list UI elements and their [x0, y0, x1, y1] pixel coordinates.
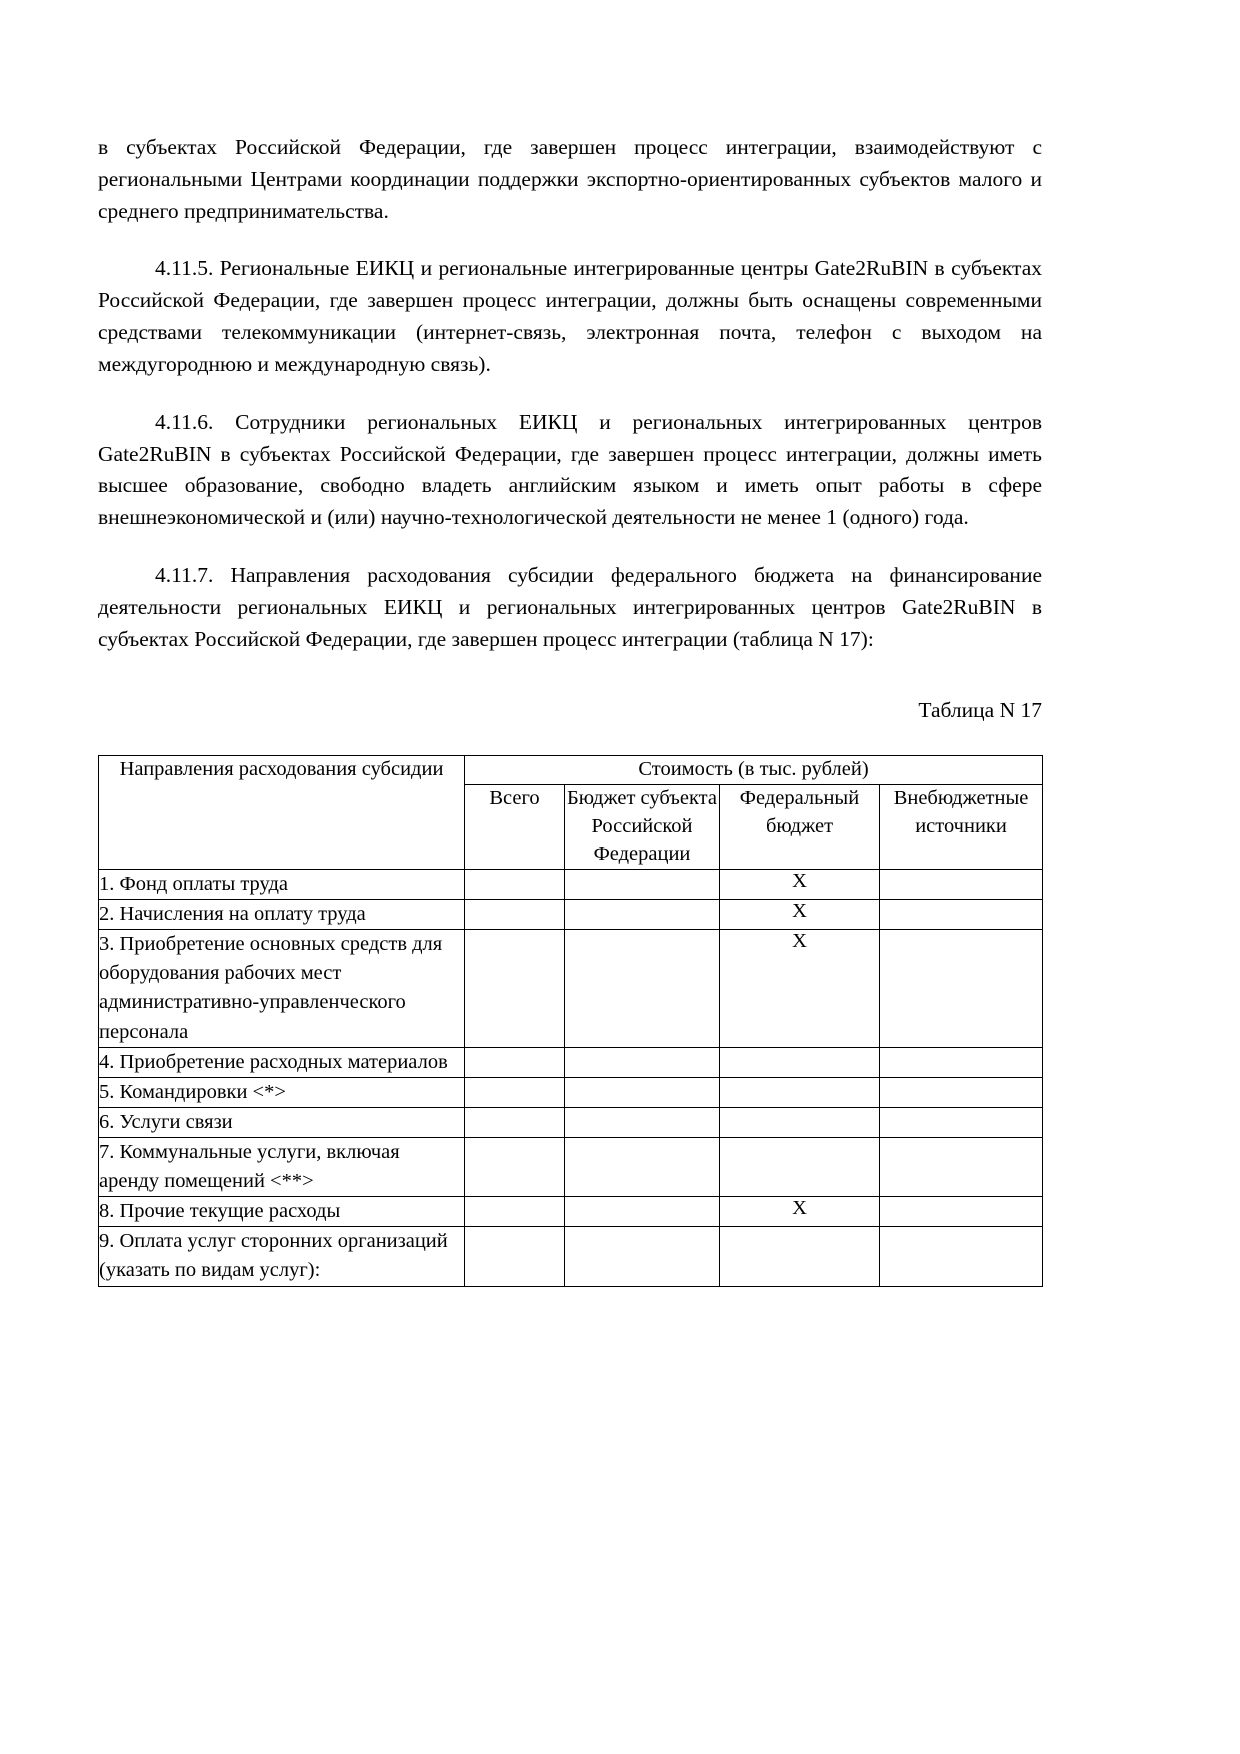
table-cell-extrabudgetary[interactable] [880, 1197, 1043, 1227]
paragraph-spacer [98, 534, 1042, 560]
table-cell-total[interactable] [465, 900, 565, 930]
table-body [99, 869, 1043, 1286]
paragraph-spacer [98, 227, 1042, 253]
table-header-regional-budget: Бюджет субъекта Российской Федерации [565, 785, 720, 870]
table-cell-federal-budget[interactable] [720, 1137, 880, 1196]
table-cell-extrabudgetary[interactable] [880, 869, 1043, 899]
table-cell-extrabudgetary[interactable] [880, 1047, 1043, 1077]
table-cell-regional-budget[interactable] [565, 1107, 720, 1137]
table-header-extrabudgetary: Внебюджетные источники [880, 785, 1043, 870]
table-row [99, 1047, 1043, 1077]
table-row [99, 900, 1043, 930]
table-cell-federal-budget[interactable] [720, 1047, 880, 1077]
table-cell-extrabudgetary[interactable] [880, 1137, 1043, 1196]
table-cell-total[interactable] [465, 1047, 565, 1077]
table-cell-total[interactable] [465, 1197, 565, 1227]
table-row-label: 3. Приобретение основных средств для оборудования рабочих мест административно-управленческого персонала [99, 930, 465, 1047]
table-header-cost-group: Стоимость (в тыс. рублей) [465, 756, 1043, 785]
paragraph-spacer [98, 381, 1042, 407]
table-cell-regional-budget[interactable] [565, 900, 720, 930]
table-row [99, 869, 1043, 899]
table-row [99, 1197, 1043, 1227]
table-cell-total[interactable] [465, 1137, 565, 1196]
table-head [99, 756, 1043, 870]
table-row [99, 1227, 1043, 1286]
paragraph-continuation: в субъектах Российской Федерации, где завершен процесс интеграции, взаимодействуют с региональными Центрами координации поддержки экспортно-ориентированных субъектов малого и среднего предпринимательства. [98, 135, 1042, 223]
table-cell-total[interactable] [465, 930, 565, 1047]
table-cell-extrabudgetary[interactable] [880, 900, 1043, 930]
table-header-row-label: Направления расходования субсидии [99, 756, 465, 870]
table-cell-extrabudgetary[interactable] [880, 1107, 1043, 1137]
table-row-label: 2. Начисления на оплату труда [99, 900, 465, 930]
table-cell-regional-budget[interactable] [565, 1197, 720, 1227]
table-row-label: 8. Прочие текущие расходы [99, 1197, 465, 1227]
table-cell-total[interactable] [465, 1077, 565, 1107]
table-cell-extrabudgetary[interactable] [880, 1227, 1043, 1286]
page-content [98, 132, 1042, 1287]
table-header-row-top [99, 756, 1043, 785]
subsidy-expenditure-table [98, 755, 1043, 1286]
table-cell-federal-budget[interactable]: X [720, 869, 880, 899]
table-caption: Таблица N 17 [918, 698, 1042, 723]
table-row [99, 930, 1043, 1047]
table-cell-extrabudgetary[interactable] [880, 930, 1043, 1047]
table-cell-regional-budget[interactable] [565, 1137, 720, 1196]
table-cell-regional-budget[interactable] [565, 1047, 720, 1077]
table-row [99, 1077, 1043, 1107]
table-row-label: 7. Коммунальные услуги, включая аренду помещений <**> [99, 1137, 465, 1196]
table-row-label: 1. Фонд оплаты труда [99, 869, 465, 899]
table-cell-federal-budget[interactable] [720, 1227, 880, 1286]
table-header-federal-budget: Федеральный бюджет [720, 785, 880, 870]
table-cell-total[interactable] [465, 1227, 565, 1286]
table-cell-federal-budget[interactable]: X [720, 900, 880, 930]
table-row [99, 1137, 1043, 1196]
table-cell-total[interactable] [465, 869, 565, 899]
table-row-label: 4. Приобретение расходных материалов [99, 1047, 465, 1077]
table-cell-federal-budget[interactable]: X [720, 1197, 880, 1227]
paragraph-clause-4-11-6: 4.11.6. Сотрудники региональных ЕИКЦ и региональных интегрированных центров Gate2RuBIN в субъектах Российской Федерации, где завершен процесс интеграции, должны иметь высшее образование, свободно владеть английским языком и иметь опыт работы в сфере внешнеэкономической и (или) научно-технологической деятельности не менее 1 (одного) года. [98, 409, 1042, 530]
table-row-label: 9. Оплата услуг сторонних организаций (указать по видам услуг): [99, 1227, 465, 1286]
table-cell-federal-budget[interactable]: X [720, 930, 880, 1047]
paragraph-clause-4-11-7: 4.11.7. Направления расходования субсидии федерального бюджета на финансирование деятельности региональных ЕИКЦ и региональных интегрированных центров Gate2RuBIN в субъектах Российской Федерации, где завершен процесс интеграции (таблица N 17): [98, 562, 1042, 651]
table-cell-federal-budget[interactable] [720, 1107, 880, 1137]
table-header-total: Всего [465, 785, 565, 870]
table-cell-regional-budget[interactable] [565, 1077, 720, 1107]
table-row-label: 5. Командировки <*> [99, 1077, 465, 1107]
table-cell-extrabudgetary[interactable] [880, 1077, 1043, 1107]
paragraph-clause-4-11-5: 4.11.5. Региональные ЕИКЦ и региональные интегрированные центры Gate2RuBIN в субъектах Российской Федерации, где завершен процесс интеграции, должны быть оснащены современными средствами телекоммуникации (интернет-связь, электронная почта, телефон с выходом на междугороднюю и международную связь). [98, 256, 1042, 376]
table-cell-regional-budget[interactable] [565, 930, 720, 1047]
table-cell-total[interactable] [465, 1107, 565, 1137]
table-cell-regional-budget[interactable] [565, 1227, 720, 1286]
table-row [99, 1107, 1043, 1137]
table-cell-regional-budget[interactable] [565, 869, 720, 899]
table-cell-federal-budget[interactable] [720, 1077, 880, 1107]
table-row-label: 6. Услуги связи [99, 1107, 465, 1137]
